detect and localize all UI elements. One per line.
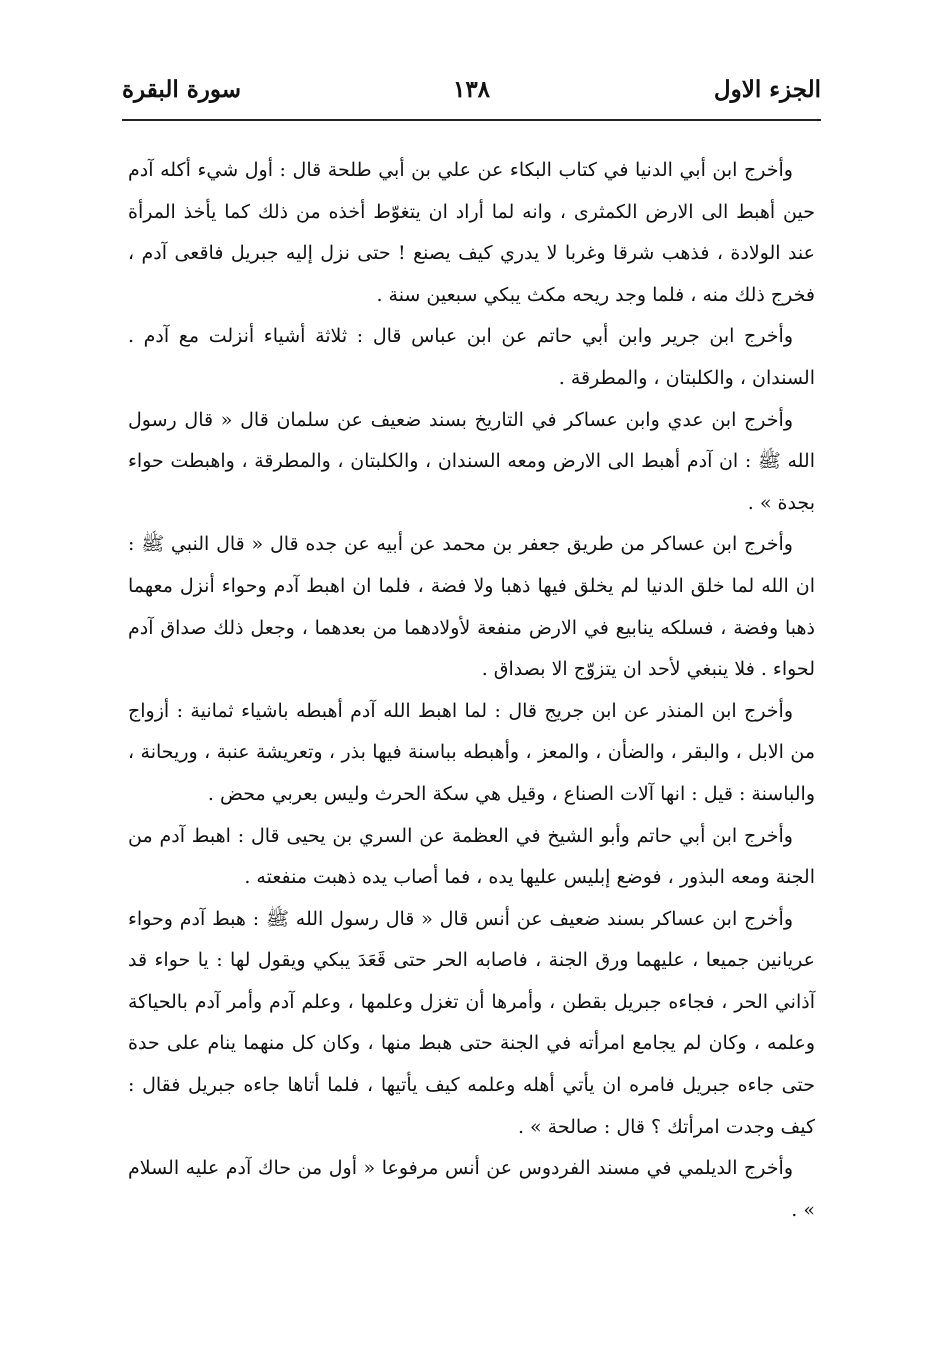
paragraph: وأخرج ابن أبي حاتم وأبو الشيخ في العظمة عن السري بن يحيى قال : اهبط آدم من الجنة ومعه البذور ، فوضع إبليس عليها يده ، فما أصاب يده ذهبت منفعته . — [128, 824, 815, 889]
paragraph: وأخرج ابن أبي الدنيا في كتاب البكاء عن علي بن أبي طلحة قال : أول شيء أكله آدم حين أهبط الى الارض الكمثرى ، وانه لما أراد ان يتغوّط أخذه من ذلك كما يأخذ المرأة عند الولادة ، فذهب شرقا وغربا لا يدري كيف يصنع ! حتى نزل إليه جبريل فاقعى آدم ، فخرج ذلك منه ، فلما وجد ريحه مكث يبكي سبعين سنة . — [128, 159, 815, 306]
page-number: ١٣٨ — [452, 76, 491, 103]
paragraph: وأخرج ابن جرير وابن أبي حاتم عن ابن عباس قال : ثلاثة أشياء أنزلت مع آدم . السندان ، والكلبتان ، والمطرقة . — [128, 325, 815, 389]
header-divider — [122, 119, 821, 121]
paragraph: وأخرج ابن المنذر عن ابن جريج قال : لما اهبط الله آدم أهبطه باشياء ثمانية : أزواج من الابل ، والبقر ، والضأن ، والمعز ، وأهبطه بباسنة فيها بذر ، وتعريشة عنبة ، وريحانة ، والباسنة : قيل : انها آلات الصناع ، وقيل هي سكة الحرث وليس بعربي محض . — [128, 699, 815, 805]
paragraph: وأخرج ابن عساكر بسند ضعيف عن أنس قال « قال رسول الله ﷺ : هبط آدم وحواء عريانين جميعا ، عليهما ورق الجنة ، فاصابه الحر حتى قَعَدَ يبكي ويقول لها : يا حواء قد آذاني الحر ، فجاءه جبريل بقطن ، وأمرها أن تغزل وعلمها ، وعلم آدم وأمر آدم بالحياكة وعلمه ، وكان لم يجامع امرأته في الجنة حتى هبط منها ، وكان كل منهما ينام على حدة حتى جاءه جبريل فامره ان يأتي أهله وعلمه كيف يأتيها ، فلما أتاها جاءه جبريل فقال : كيف وجدت امرأتك ؟ قال : صالحة » . — [128, 907, 815, 1138]
paragraph: وأخرج الديلمي في مسند الفردوس عن أنس مرفوعا « أول من حاك آدم عليه السلام » . — [128, 1157, 815, 1221]
paragraph: وأخرج ابن عساكر من طريق جعفر بن محمد عن أبيه عن جده قال « قال النبي ﷺ : ان الله لما خلق الدنيا لم يخلق فيها ذهبا ولا فضة ، فلما ان اهبط آدم وحواء أنزل معهما ذهبا وفضة ، فسلكه ينابيع في الارض منفعة لأولادهما من بعدهما ، وجعل ذلك صداق آدم لحواء . فلا ينبغي لأحد ان يتزوّج الا بصداق . — [128, 533, 815, 681]
paragraph: وأخرج ابن عدي وابن عساكر في التاريخ بسند ضعيف عن سلمان قال « قال رسول الله ﷺ : ان آدم أهبط الى الارض ومعه السندان ، والكلبتان ، والمطرقة ، واهبطت حواء بجدة » . — [128, 408, 815, 514]
body-text — [128, 150, 815, 1231]
page-header — [122, 72, 821, 108]
part-label: الجزء الاول — [713, 76, 821, 103]
surah-title: سورة البقرة — [122, 76, 242, 103]
